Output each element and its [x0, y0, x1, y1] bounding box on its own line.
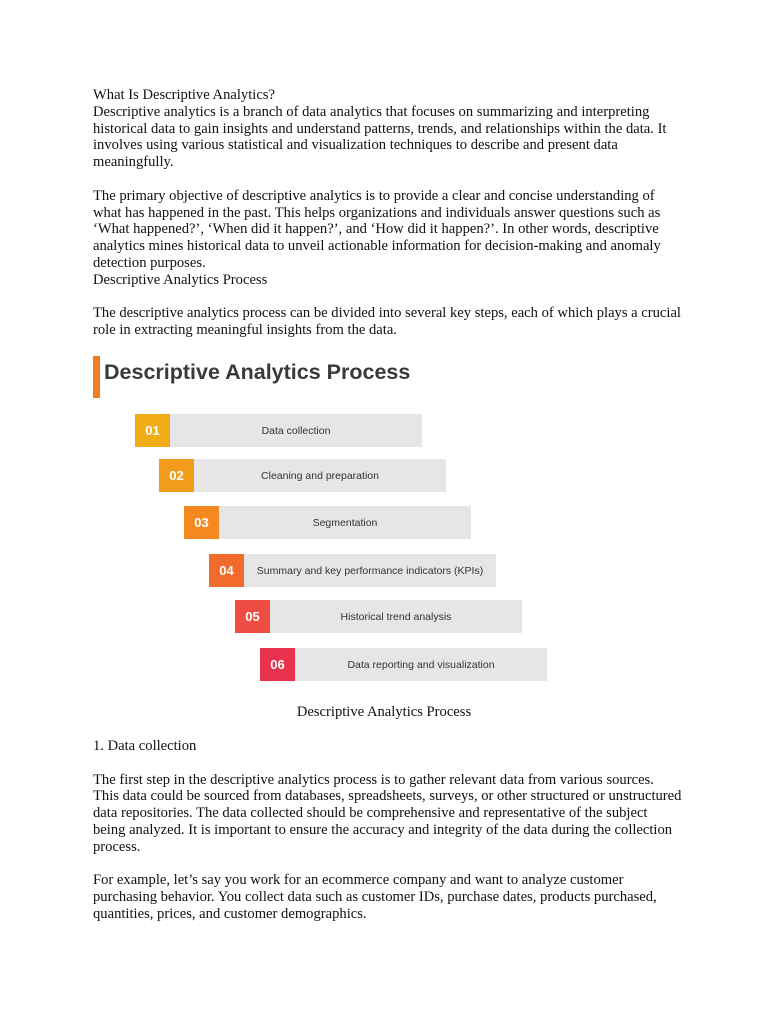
step-number: 02: [159, 459, 194, 492]
step-number: 06: [260, 648, 295, 681]
step-number: 05: [235, 600, 270, 633]
intro-paragraph-1: Descriptive analytics is a branch of data analytics that focuses on summarizing and interpreting historical data to gain insights and understand patterns, trends, and relationships within the data. It involves using various statistical and visualization techniques to describe and present data meaningfully.: [93, 103, 667, 171]
section-1-block: [93, 738, 683, 923]
step-label: Cleaning and preparation: [194, 459, 446, 492]
section-1-heading: 1. Data collection: [93, 738, 197, 754]
step-number: 03: [184, 506, 219, 539]
intro-block: [93, 87, 683, 339]
process-subheading: Descriptive Analytics Process: [93, 271, 268, 288]
step-label: Historical trend analysis: [270, 600, 522, 633]
process-paragraph: The descriptive analytics process can be divided into several key steps, each of which plays a crucial role in extracting meaningful insights from the data.: [93, 305, 681, 339]
section-1-paragraph-1: The first step in the descriptive analytics process is to gather relevant data from various sources. This data could be sourced from databases, spreadsheets, surveys, or other structured or unstructured data repositories. The data collected should be comprehensive and representative of the subject being analyzed. It is important to ensure the accuracy and integrity of the data during the collection process.: [93, 771, 682, 855]
figure-title: Descriptive Analytics Process: [104, 360, 411, 384]
step-label: Segmentation: [219, 506, 471, 539]
section-1-paragraph-2: For example, let’s say you work for an ecommerce company and want to analyze customer purchasing behavior. You collect data such as customer IDs, purchase dates, products purchased, quantities, prices, and customer demographics.: [93, 872, 657, 922]
figure-caption: Descriptive Analytics Process: [296, 704, 472, 720]
step-number: 04: [209, 554, 244, 587]
process-figure: [93, 354, 653, 690]
step-label: Data collection: [170, 414, 422, 447]
intro-paragraph-2: The primary objective of descriptive analytics is to provide a clear and concise understanding of what has happened in the past. This helps organizations and individuals answer questions such as ‘What happened?’, ‘When did it happen?’, and ‘How did it happen?’. In other words, descriptive analytics mines historical data to unveil actionable information for decision-making and anomaly detection purposes.: [93, 187, 661, 271]
step-number: 01: [135, 414, 170, 447]
step-label: Data reporting and visualization: [295, 648, 547, 681]
step-label: Summary and key performance indicators (KPIs): [244, 554, 496, 587]
intro-heading: What Is Descriptive Analytics?: [93, 87, 275, 103]
figure-accent-bar: [93, 356, 100, 398]
